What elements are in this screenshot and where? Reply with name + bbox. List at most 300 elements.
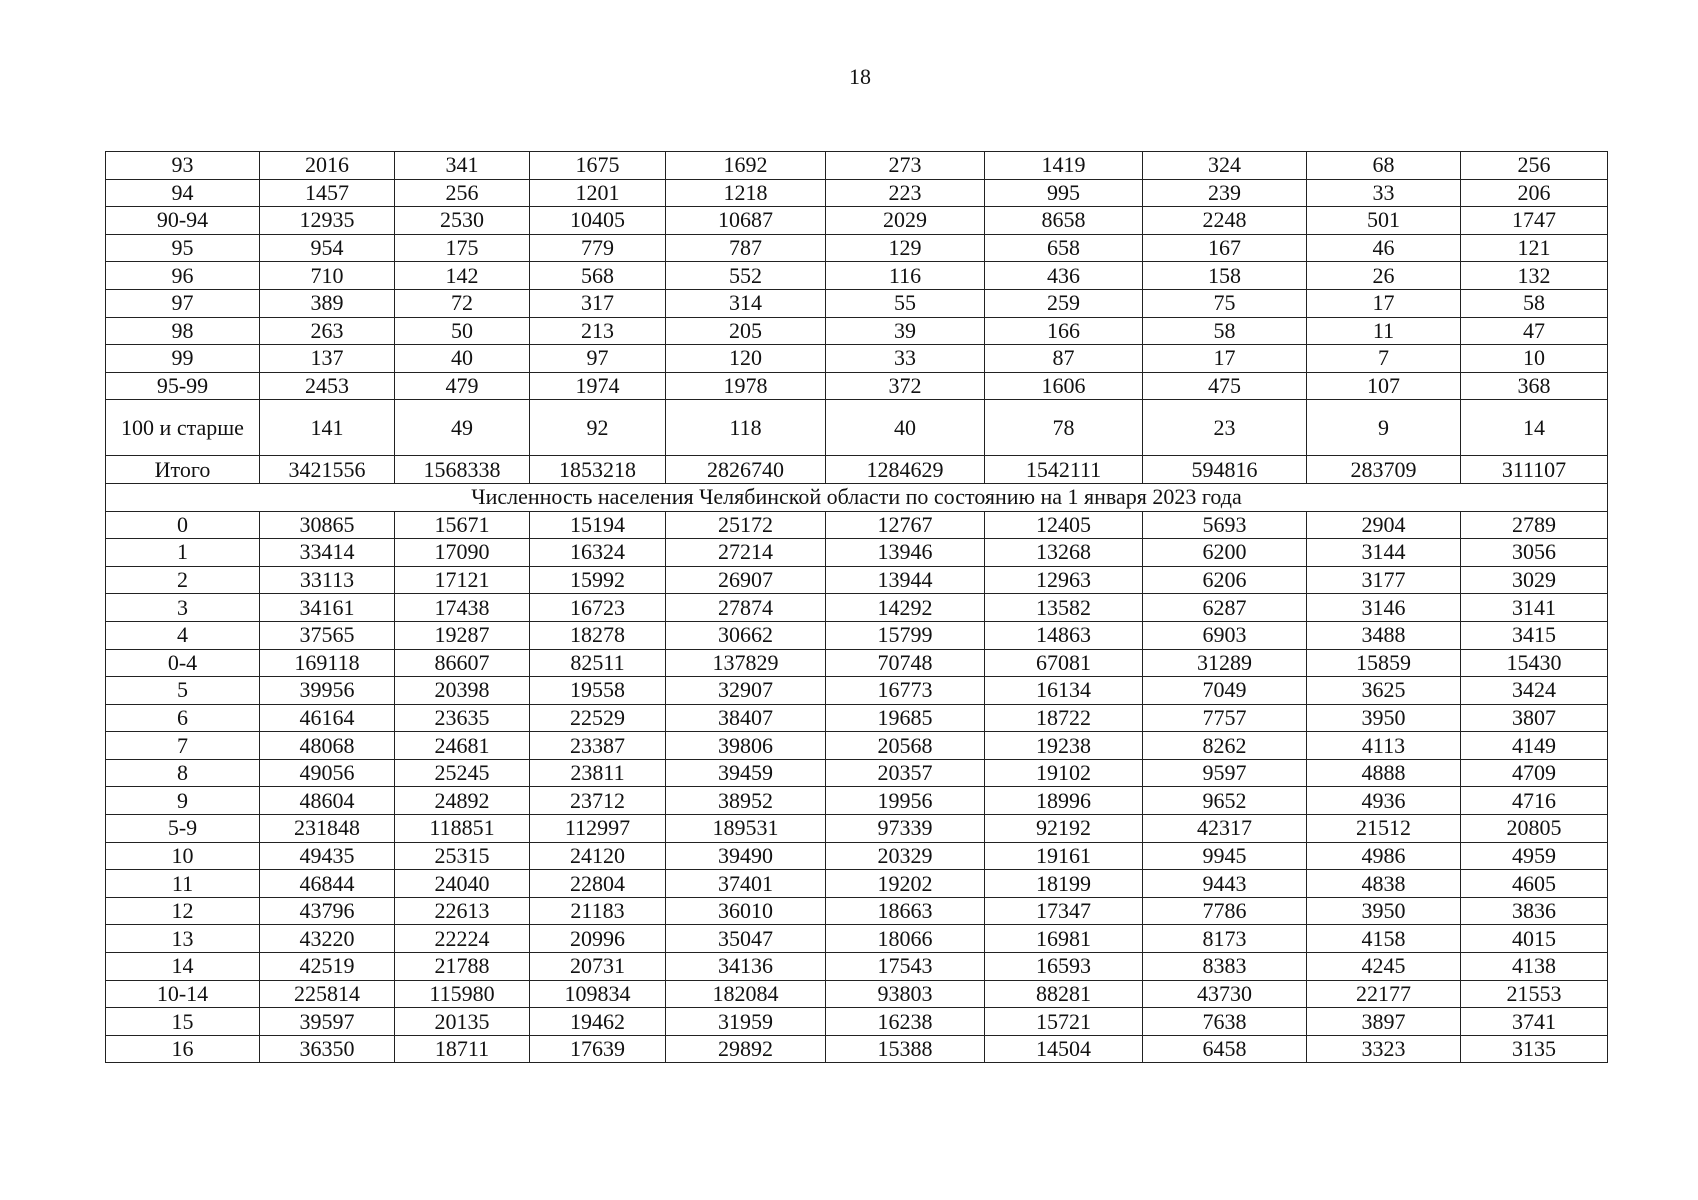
value-cell: 15859 xyxy=(1307,649,1461,677)
value-cell: 22177 xyxy=(1307,980,1461,1008)
value-cell: 9652 xyxy=(1143,787,1307,815)
table-row xyxy=(106,787,1608,815)
value-cell: 26907 xyxy=(666,566,826,594)
value-cell: 19238 xyxy=(985,732,1143,760)
value-cell: 12767 xyxy=(826,511,985,539)
value-cell: 17121 xyxy=(395,566,530,594)
row-label-cell: 1 xyxy=(106,539,260,567)
value-cell: 20731 xyxy=(530,953,666,981)
value-cell: 17090 xyxy=(395,539,530,567)
value-cell: 12935 xyxy=(260,207,395,235)
value-cell: 109834 xyxy=(530,980,666,1008)
value-cell: 142 xyxy=(395,262,530,290)
value-cell: 29892 xyxy=(666,1035,826,1063)
value-cell: 4138 xyxy=(1461,953,1608,981)
value-cell: 256 xyxy=(1461,152,1608,180)
value-cell: 82511 xyxy=(530,649,666,677)
value-cell: 22804 xyxy=(530,870,666,898)
value-cell: 16723 xyxy=(530,594,666,622)
value-cell: 17 xyxy=(1307,289,1461,317)
value-cell: 1419 xyxy=(985,152,1143,180)
row-label-cell: 6 xyxy=(106,704,260,732)
value-cell: 3421556 xyxy=(260,456,395,484)
value-cell: 7 xyxy=(1307,345,1461,373)
value-cell: 17438 xyxy=(395,594,530,622)
table-row xyxy=(106,400,1608,456)
value-cell: 1542111 xyxy=(985,456,1143,484)
value-cell: 38952 xyxy=(666,787,826,815)
value-cell: 182084 xyxy=(666,980,826,1008)
value-cell: 3029 xyxy=(1461,566,1608,594)
table-row xyxy=(106,1008,1608,1036)
value-cell: 46 xyxy=(1307,234,1461,262)
value-cell: 11 xyxy=(1307,317,1461,345)
value-cell: 19287 xyxy=(395,621,530,649)
value-cell: 39490 xyxy=(666,842,826,870)
row-label-cell: 90-94 xyxy=(106,207,260,235)
value-cell: 17639 xyxy=(530,1035,666,1063)
value-cell: 14863 xyxy=(985,621,1143,649)
value-cell: 13946 xyxy=(826,539,985,567)
row-label-cell: 97 xyxy=(106,289,260,317)
value-cell: 58 xyxy=(1143,317,1307,345)
row-label-cell: 5-9 xyxy=(106,815,260,843)
value-cell: 372 xyxy=(826,372,985,400)
value-cell: 3741 xyxy=(1461,1008,1608,1036)
value-cell: 206 xyxy=(1461,179,1608,207)
value-cell: 21788 xyxy=(395,953,530,981)
value-cell: 38407 xyxy=(666,704,826,732)
value-cell: 21183 xyxy=(530,897,666,925)
table-row xyxy=(106,842,1608,870)
value-cell: 5693 xyxy=(1143,511,1307,539)
row-label-cell: 16 xyxy=(106,1035,260,1063)
value-cell: 9443 xyxy=(1143,870,1307,898)
value-cell: 42317 xyxy=(1143,815,1307,843)
row-label-cell: 8 xyxy=(106,759,260,787)
value-cell: 6458 xyxy=(1143,1035,1307,1063)
value-cell: 15721 xyxy=(985,1008,1143,1036)
value-cell: 2904 xyxy=(1307,511,1461,539)
value-cell: 48604 xyxy=(260,787,395,815)
value-cell: 40 xyxy=(395,345,530,373)
value-cell: 18711 xyxy=(395,1035,530,1063)
value-cell: 21553 xyxy=(1461,980,1608,1008)
value-cell: 3135 xyxy=(1461,1035,1608,1063)
value-cell: 4716 xyxy=(1461,787,1608,815)
value-cell: 594816 xyxy=(1143,456,1307,484)
value-cell: 314 xyxy=(666,289,826,317)
value-cell: 31959 xyxy=(666,1008,826,1036)
value-cell: 39 xyxy=(826,317,985,345)
value-cell: 92 xyxy=(530,400,666,456)
value-cell: 42519 xyxy=(260,953,395,981)
value-cell: 16773 xyxy=(826,677,985,705)
value-cell: 4149 xyxy=(1461,732,1608,760)
value-cell: 10 xyxy=(1461,345,1608,373)
value-cell: 3177 xyxy=(1307,566,1461,594)
value-cell: 2453 xyxy=(260,372,395,400)
section-title: Численность населения Челябинской области по состоянию на 1 января 2023 года xyxy=(106,483,1608,511)
row-label-cell: 0-4 xyxy=(106,649,260,677)
value-cell: 779 xyxy=(530,234,666,262)
row-label-cell: 0 xyxy=(106,511,260,539)
value-cell: 324 xyxy=(1143,152,1307,180)
value-cell: 2029 xyxy=(826,207,985,235)
value-cell: 48068 xyxy=(260,732,395,760)
value-cell: 1568338 xyxy=(395,456,530,484)
table-row xyxy=(106,704,1608,732)
value-cell: 317 xyxy=(530,289,666,317)
value-cell: 32907 xyxy=(666,677,826,705)
value-cell: 30662 xyxy=(666,621,826,649)
value-cell: 15194 xyxy=(530,511,666,539)
value-cell: 115980 xyxy=(395,980,530,1008)
value-cell: 4838 xyxy=(1307,870,1461,898)
value-cell: 43220 xyxy=(260,925,395,953)
value-cell: 30865 xyxy=(260,511,395,539)
value-cell: 16593 xyxy=(985,953,1143,981)
value-cell: 787 xyxy=(666,234,826,262)
row-label-cell: 94 xyxy=(106,179,260,207)
value-cell: 18663 xyxy=(826,897,985,925)
value-cell: 23811 xyxy=(530,759,666,787)
value-cell: 4959 xyxy=(1461,842,1608,870)
value-cell: 20996 xyxy=(530,925,666,953)
value-cell: 18066 xyxy=(826,925,985,953)
table-row xyxy=(106,621,1608,649)
value-cell: 97339 xyxy=(826,815,985,843)
value-cell: 92192 xyxy=(985,815,1143,843)
row-label-cell: 7 xyxy=(106,732,260,760)
value-cell: 27874 xyxy=(666,594,826,622)
value-cell: 7638 xyxy=(1143,1008,1307,1036)
value-cell: 169118 xyxy=(260,649,395,677)
value-cell: 3488 xyxy=(1307,621,1461,649)
table-row xyxy=(106,345,1608,373)
row-label-cell: 10-14 xyxy=(106,980,260,1008)
value-cell: 15430 xyxy=(1461,649,1608,677)
value-cell: 33 xyxy=(826,345,985,373)
row-label-cell: 3 xyxy=(106,594,260,622)
table-row xyxy=(106,152,1608,180)
value-cell: 1978 xyxy=(666,372,826,400)
row-label-cell: Итого xyxy=(106,456,260,484)
value-cell: 223 xyxy=(826,179,985,207)
row-label-cell: 12 xyxy=(106,897,260,925)
value-cell: 10405 xyxy=(530,207,666,235)
table-row xyxy=(106,870,1608,898)
value-cell: 67081 xyxy=(985,649,1143,677)
value-cell: 8658 xyxy=(985,207,1143,235)
value-cell: 19956 xyxy=(826,787,985,815)
value-cell: 710 xyxy=(260,262,395,290)
value-cell: 283709 xyxy=(1307,456,1461,484)
value-cell: 87 xyxy=(985,345,1143,373)
value-cell: 273 xyxy=(826,152,985,180)
value-cell: 501 xyxy=(1307,207,1461,235)
row-label-cell: 5 xyxy=(106,677,260,705)
value-cell: 86607 xyxy=(395,649,530,677)
value-cell: 25245 xyxy=(395,759,530,787)
table-row xyxy=(106,317,1608,345)
value-cell: 213 xyxy=(530,317,666,345)
value-cell: 18278 xyxy=(530,621,666,649)
value-cell: 225814 xyxy=(260,980,395,1008)
value-cell: 1457 xyxy=(260,179,395,207)
value-cell: 2016 xyxy=(260,152,395,180)
value-cell: 20568 xyxy=(826,732,985,760)
value-cell: 3625 xyxy=(1307,677,1461,705)
section-title-row xyxy=(106,483,1608,511)
value-cell: 120 xyxy=(666,345,826,373)
value-cell: 16134 xyxy=(985,677,1143,705)
table-row xyxy=(106,539,1608,567)
value-cell: 3836 xyxy=(1461,897,1608,925)
row-label-cell: 11 xyxy=(106,870,260,898)
value-cell: 46844 xyxy=(260,870,395,898)
value-cell: 1284629 xyxy=(826,456,985,484)
value-cell: 167 xyxy=(1143,234,1307,262)
table-row xyxy=(106,1035,1608,1063)
value-cell: 1747 xyxy=(1461,207,1608,235)
row-label-cell: 2 xyxy=(106,566,260,594)
value-cell: 17347 xyxy=(985,897,1143,925)
row-label-cell: 98 xyxy=(106,317,260,345)
value-cell: 15992 xyxy=(530,566,666,594)
table-row xyxy=(106,732,1608,760)
value-cell: 55 xyxy=(826,289,985,317)
value-cell: 16981 xyxy=(985,925,1143,953)
value-cell: 70748 xyxy=(826,649,985,677)
value-cell: 259 xyxy=(985,289,1143,317)
value-cell: 27214 xyxy=(666,539,826,567)
value-cell: 3807 xyxy=(1461,704,1608,732)
value-cell: 7049 xyxy=(1143,677,1307,705)
value-cell: 37565 xyxy=(260,621,395,649)
table-row xyxy=(106,815,1608,843)
row-label-cell: 4 xyxy=(106,621,260,649)
table-row xyxy=(106,207,1608,235)
value-cell: 39459 xyxy=(666,759,826,787)
value-cell: 118 xyxy=(666,400,826,456)
value-cell: 8173 xyxy=(1143,925,1307,953)
value-cell: 23712 xyxy=(530,787,666,815)
value-cell: 23387 xyxy=(530,732,666,760)
value-cell: 3950 xyxy=(1307,897,1461,925)
value-cell: 21512 xyxy=(1307,815,1461,843)
value-cell: 7757 xyxy=(1143,704,1307,732)
value-cell: 3056 xyxy=(1461,539,1608,567)
table-body xyxy=(106,152,1608,1063)
value-cell: 19685 xyxy=(826,704,985,732)
value-cell: 1692 xyxy=(666,152,826,180)
value-cell: 26 xyxy=(1307,262,1461,290)
value-cell: 20357 xyxy=(826,759,985,787)
value-cell: 1853218 xyxy=(530,456,666,484)
value-cell: 7786 xyxy=(1143,897,1307,925)
value-cell: 31289 xyxy=(1143,649,1307,677)
value-cell: 4888 xyxy=(1307,759,1461,787)
value-cell: 12405 xyxy=(985,511,1143,539)
value-cell: 552 xyxy=(666,262,826,290)
value-cell: 4605 xyxy=(1461,870,1608,898)
value-cell: 25172 xyxy=(666,511,826,539)
table-row xyxy=(106,897,1608,925)
value-cell: 18996 xyxy=(985,787,1143,815)
value-cell: 4158 xyxy=(1307,925,1461,953)
value-cell: 43796 xyxy=(260,897,395,925)
value-cell: 39806 xyxy=(666,732,826,760)
value-cell: 954 xyxy=(260,234,395,262)
value-cell: 4015 xyxy=(1461,925,1608,953)
value-cell: 20329 xyxy=(826,842,985,870)
value-cell: 43730 xyxy=(1143,980,1307,1008)
value-cell: 33414 xyxy=(260,539,395,567)
value-cell: 189531 xyxy=(666,815,826,843)
value-cell: 17 xyxy=(1143,345,1307,373)
value-cell: 129 xyxy=(826,234,985,262)
value-cell: 49 xyxy=(395,400,530,456)
value-cell: 8383 xyxy=(1143,953,1307,981)
value-cell: 1201 xyxy=(530,179,666,207)
value-cell: 4709 xyxy=(1461,759,1608,787)
population-table-container xyxy=(105,151,1607,1063)
value-cell: 368 xyxy=(1461,372,1608,400)
table-row xyxy=(106,649,1608,677)
value-cell: 19102 xyxy=(985,759,1143,787)
value-cell: 18199 xyxy=(985,870,1143,898)
value-cell: 3424 xyxy=(1461,677,1608,705)
value-cell: 68 xyxy=(1307,152,1461,180)
value-cell: 15799 xyxy=(826,621,985,649)
value-cell: 25315 xyxy=(395,842,530,870)
table-row xyxy=(106,594,1608,622)
value-cell: 2789 xyxy=(1461,511,1608,539)
value-cell: 658 xyxy=(985,234,1143,262)
value-cell: 1974 xyxy=(530,372,666,400)
value-cell: 19462 xyxy=(530,1008,666,1036)
value-cell: 568 xyxy=(530,262,666,290)
value-cell: 93803 xyxy=(826,980,985,1008)
value-cell: 158 xyxy=(1143,262,1307,290)
value-cell: 6206 xyxy=(1143,566,1307,594)
table-row xyxy=(106,759,1608,787)
value-cell: 36350 xyxy=(260,1035,395,1063)
value-cell: 341 xyxy=(395,152,530,180)
value-cell: 23635 xyxy=(395,704,530,732)
value-cell: 121 xyxy=(1461,234,1608,262)
value-cell: 19161 xyxy=(985,842,1143,870)
value-cell: 24892 xyxy=(395,787,530,815)
value-cell: 75 xyxy=(1143,289,1307,317)
value-cell: 239 xyxy=(1143,179,1307,207)
value-cell: 50 xyxy=(395,317,530,345)
value-cell: 15388 xyxy=(826,1035,985,1063)
value-cell: 17543 xyxy=(826,953,985,981)
value-cell: 37401 xyxy=(666,870,826,898)
population-table xyxy=(105,151,1608,1063)
table-row xyxy=(106,179,1608,207)
value-cell: 3415 xyxy=(1461,621,1608,649)
value-cell: 107 xyxy=(1307,372,1461,400)
table-row xyxy=(106,566,1608,594)
value-cell: 24120 xyxy=(530,842,666,870)
value-cell: 118851 xyxy=(395,815,530,843)
value-cell: 14292 xyxy=(826,594,985,622)
value-cell: 311107 xyxy=(1461,456,1608,484)
table-row xyxy=(106,980,1608,1008)
value-cell: 1675 xyxy=(530,152,666,180)
value-cell: 6903 xyxy=(1143,621,1307,649)
value-cell: 175 xyxy=(395,234,530,262)
value-cell: 20805 xyxy=(1461,815,1608,843)
value-cell: 3144 xyxy=(1307,539,1461,567)
table-row xyxy=(106,234,1608,262)
value-cell: 97 xyxy=(530,345,666,373)
value-cell: 166 xyxy=(985,317,1143,345)
row-label-cell: 100 и старше xyxy=(106,400,260,456)
row-label-cell: 95 xyxy=(106,234,260,262)
value-cell: 12963 xyxy=(985,566,1143,594)
value-cell: 72 xyxy=(395,289,530,317)
value-cell: 9945 xyxy=(1143,842,1307,870)
value-cell: 4986 xyxy=(1307,842,1461,870)
row-label-cell: 96 xyxy=(106,262,260,290)
value-cell: 137 xyxy=(260,345,395,373)
value-cell: 137829 xyxy=(666,649,826,677)
table-row xyxy=(106,511,1608,539)
value-cell: 19202 xyxy=(826,870,985,898)
value-cell: 3950 xyxy=(1307,704,1461,732)
value-cell: 13582 xyxy=(985,594,1143,622)
value-cell: 24040 xyxy=(395,870,530,898)
row-label-cell: 99 xyxy=(106,345,260,373)
value-cell: 3897 xyxy=(1307,1008,1461,1036)
value-cell: 3141 xyxy=(1461,594,1608,622)
value-cell: 1606 xyxy=(985,372,1143,400)
row-label-cell: 13 xyxy=(106,925,260,953)
value-cell: 6287 xyxy=(1143,594,1307,622)
value-cell: 479 xyxy=(395,372,530,400)
value-cell: 132 xyxy=(1461,262,1608,290)
value-cell: 16324 xyxy=(530,539,666,567)
value-cell: 2530 xyxy=(395,207,530,235)
row-label-cell: 14 xyxy=(106,953,260,981)
value-cell: 475 xyxy=(1143,372,1307,400)
table-row xyxy=(106,289,1608,317)
value-cell: 78 xyxy=(985,400,1143,456)
value-cell: 34161 xyxy=(260,594,395,622)
value-cell: 4113 xyxy=(1307,732,1461,760)
value-cell: 6200 xyxy=(1143,539,1307,567)
value-cell: 46164 xyxy=(260,704,395,732)
value-cell: 3323 xyxy=(1307,1035,1461,1063)
value-cell: 141 xyxy=(260,400,395,456)
value-cell: 33 xyxy=(1307,179,1461,207)
value-cell: 4245 xyxy=(1307,953,1461,981)
value-cell: 35047 xyxy=(666,925,826,953)
value-cell: 58 xyxy=(1461,289,1608,317)
row-label-cell: 93 xyxy=(106,152,260,180)
value-cell: 205 xyxy=(666,317,826,345)
value-cell: 22529 xyxy=(530,704,666,732)
value-cell: 9597 xyxy=(1143,759,1307,787)
row-label-cell: 15 xyxy=(106,1008,260,1036)
value-cell: 88281 xyxy=(985,980,1143,1008)
value-cell: 2248 xyxy=(1143,207,1307,235)
value-cell: 8262 xyxy=(1143,732,1307,760)
